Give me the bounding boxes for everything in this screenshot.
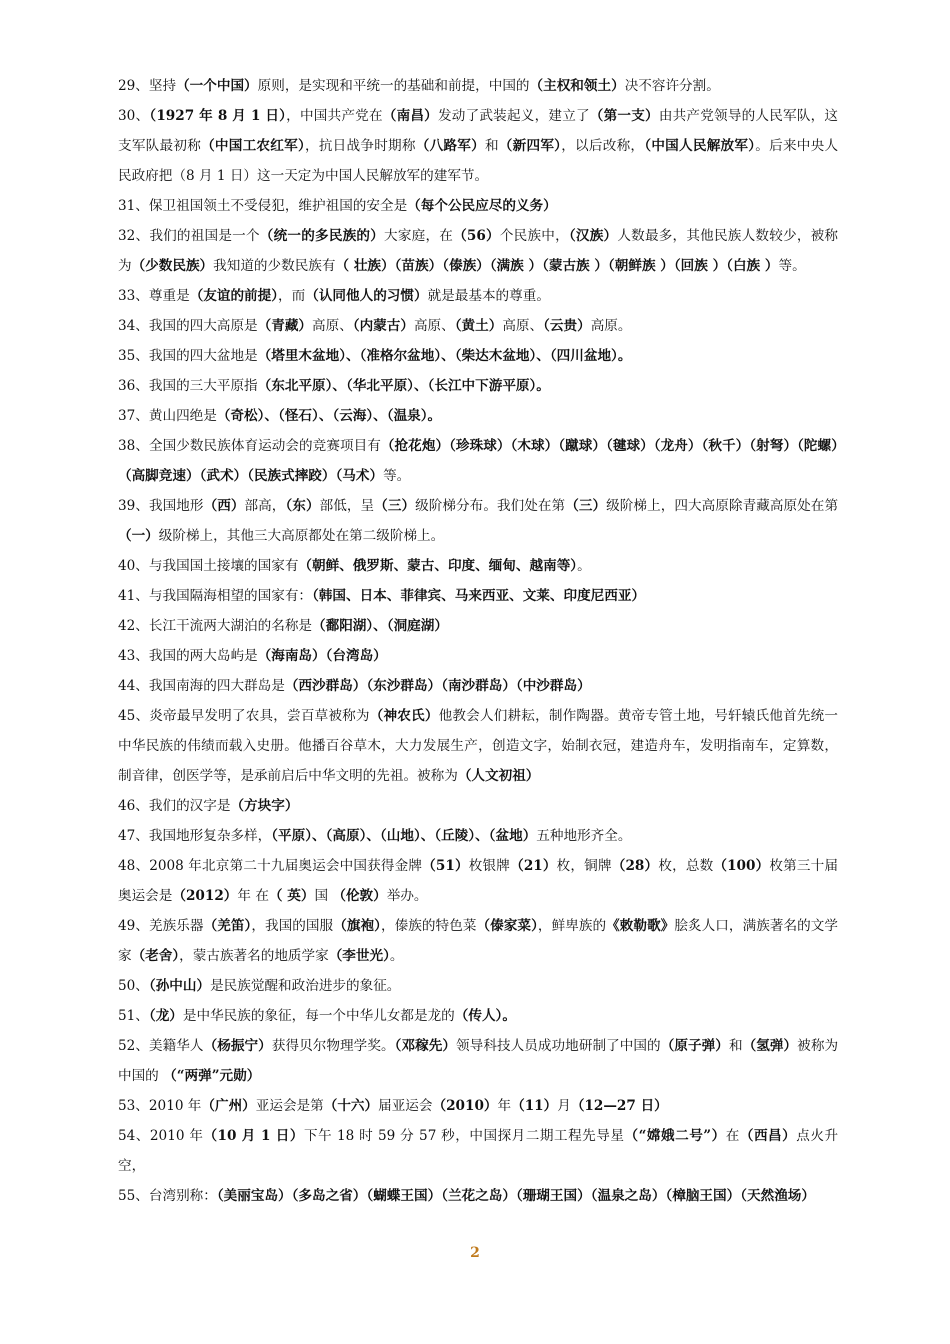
question-text: 发动了武装起义，建立了 xyxy=(437,108,590,124)
question-text: 37、黄山四绝是 xyxy=(118,408,217,424)
answer-text: （氢弹） xyxy=(742,1038,798,1054)
question-text: 高原、 xyxy=(413,318,455,334)
answer-text: （传人）。 xyxy=(454,1008,516,1024)
question-text: 高原、 xyxy=(502,318,544,334)
question-item xyxy=(118,401,838,431)
question-item xyxy=(118,71,838,101)
answer-text: （1927 年 8 月 1 日） xyxy=(149,108,287,124)
question-text: 由共产党领导的人民军队，这支军队最初称 xyxy=(118,108,839,154)
answer-text: （南昌） xyxy=(382,108,438,124)
question-text: 人数最多，其他民族人数较少，被称为 xyxy=(118,228,839,274)
question-item xyxy=(118,851,838,911)
question-text: 和 xyxy=(484,138,499,154)
answer-text: （云贵） xyxy=(543,318,591,334)
question-text: 脍炙人口，满族著名的文学家 xyxy=(118,918,839,964)
question-list xyxy=(118,71,838,1211)
answer-text: （“嫦娥二号”） xyxy=(624,1128,726,1144)
answer-text: （12—27 日） xyxy=(570,1098,668,1114)
answer-text: （羌笛） xyxy=(203,918,252,934)
answer-text: （每个公民应尽的义务） xyxy=(407,198,557,214)
answer-text: （方块字） xyxy=(230,798,299,814)
question-text: 就是最基本的尊重。 xyxy=(427,288,550,304)
question-text: 获得贝尔物理学奖。 xyxy=(271,1038,395,1054)
question-text: ，蒙古族著名的地质学家 xyxy=(179,948,329,964)
question-text: 33、尊重是 xyxy=(118,288,190,304)
question-item xyxy=(118,701,838,791)
question-item xyxy=(118,101,838,191)
question-text: ，以后改称， xyxy=(561,138,645,154)
question-text: 46、我们的汉字是 xyxy=(118,798,231,814)
question-text: 大家庭，在 xyxy=(384,228,454,244)
question-text: 下午 18 时 59 分 57 秒，中国探月二期工程先导星 xyxy=(303,1128,625,1144)
question-text: 41、与我国隔海相望的国家有： xyxy=(118,588,313,604)
question-text: 级阶梯分布。我们处在第 xyxy=(415,498,566,514)
answer-text: （汉族） xyxy=(568,228,618,244)
question-text: 枚，铜牌 xyxy=(556,858,612,874)
question-text: 30、 xyxy=(118,108,150,124)
answer-text: （2010） xyxy=(432,1098,498,1114)
question-text: 枚，总数 xyxy=(658,858,714,874)
question-text: 。后来中央人民政府把（8 月 1 日）这一天定为中国人民解放军的建军节。 xyxy=(118,138,839,184)
question-text: 38、全国少数民族体育运动会的竞赛项目有 xyxy=(118,438,381,454)
question-text: 级阶梯上，其他三大高原都处在第二级阶梯上。 xyxy=(158,528,445,544)
question-text: 35、我国的四大盆地是 xyxy=(118,348,258,364)
question-item xyxy=(118,971,838,1001)
answer-text: （28） xyxy=(611,858,659,874)
answer-text: （ 壮族）（苗族）（傣族）（满族 ）（蒙古族 ）（朝鲜族 ）（回族 ）（白族 ） xyxy=(335,258,779,274)
question-text: 51、 xyxy=(118,1008,149,1024)
question-text: 52、美籍华人 xyxy=(118,1038,204,1054)
answer-text: （杨振宁） xyxy=(203,1038,272,1054)
answer-text: （韩国、日本、菲律宾、马来西亚、文莱、印度尼西亚） xyxy=(312,588,646,604)
question-item xyxy=(118,1001,838,1031)
question-text: 等。 xyxy=(383,468,411,484)
answer-text: （邓稼先） xyxy=(394,1038,457,1054)
question-text: 枚银牌 xyxy=(468,858,511,874)
answer-text: 《敕勒歌》 xyxy=(606,918,675,934)
question-text: 高原、 xyxy=(312,318,353,334)
question-text: 部低，呈 xyxy=(319,498,375,514)
question-item xyxy=(118,791,838,821)
answer-text: （新四军） xyxy=(498,138,562,154)
answer-text: （10 月 1 日） xyxy=(203,1128,304,1144)
question-text: 亚运会是第 xyxy=(255,1098,324,1114)
question-text: 五种地形齐全。 xyxy=(536,828,632,844)
answer-text: （广州） xyxy=(201,1098,256,1114)
question-item xyxy=(118,821,838,851)
answer-text: （美丽宝岛）（多岛之省）（蝴蝶王国）（兰花之岛）（珊瑚王国）（温泉之岛）（樟脑王国）（天然渔场） xyxy=(216,1188,815,1204)
question-text: 他教会人们耕耘，制作陶器。黄帝专管土地，号轩辕氏他首先统一中华民族的伟绩而载入史册。他播百谷草木，大力发展生产，创造文字，始制衣冠，建造舟车，发明指南车，定算数，制音律，创医学等，是承前启后中华文明的先祖。被称为 xyxy=(118,708,839,784)
answer-text: （西沙群岛）（东沙群岛）（南沙群岛）（中沙群岛） xyxy=(284,678,591,694)
answer-text: （平原）、（高原）、（山地）、（丘陵）、（盆地） xyxy=(271,828,537,844)
question-item xyxy=(118,341,838,371)
question-text: 级阶梯上，四大高原除青藏高原处在第 xyxy=(606,498,839,514)
answer-text: （51） xyxy=(422,858,469,874)
question-text: 枚第三十届奥运会是 xyxy=(118,858,839,904)
answer-text: （伦敦） xyxy=(332,888,387,904)
answer-text: （21） xyxy=(510,858,557,874)
answer-text: （八路军） xyxy=(415,138,485,154)
question-text: 40、与我国国土接壤的国家有 xyxy=(118,558,299,574)
question-text: 53、2010 年 xyxy=(118,1098,202,1114)
question-text: 36、我国的三大平原指 xyxy=(118,378,258,394)
question-text: 月 xyxy=(557,1098,571,1114)
question-text: ，傣族的特色菜 xyxy=(380,918,477,934)
question-item xyxy=(118,581,838,611)
question-item xyxy=(118,1121,838,1181)
question-text: 部高， xyxy=(244,498,286,514)
question-text: 32、我们的祖国是一个 xyxy=(118,228,260,244)
answer-text: （认同他人的习惯） xyxy=(305,288,428,304)
answer-text: （少数民族） xyxy=(131,258,214,274)
question-text: 在 xyxy=(725,1128,740,1144)
question-item xyxy=(118,371,838,401)
question-text: 42、长江干流两大湖泊的名称是 xyxy=(118,618,313,634)
question-text: 等。 xyxy=(778,258,806,274)
question-item xyxy=(118,491,838,551)
question-text: 决不容许分割。 xyxy=(624,78,720,94)
question-item xyxy=(118,611,838,641)
answer-text: （主权和领土） xyxy=(529,78,625,94)
question-text: 49、羌族乐器 xyxy=(118,918,204,934)
answer-text: （友谊的前提） xyxy=(189,288,279,304)
question-text: ，而 xyxy=(278,288,306,304)
answer-text: （100） xyxy=(713,858,770,874)
answer-text: （老舍） xyxy=(131,948,180,964)
question-text: 。 xyxy=(577,558,591,574)
question-item xyxy=(118,671,838,701)
question-text: 29、坚持 xyxy=(118,78,177,94)
question-text: 被称为中国的 xyxy=(118,1038,839,1084)
question-item xyxy=(118,1031,838,1091)
answer-text: （鄱阳湖）、（洞庭湖） xyxy=(312,618,448,634)
answer-text: （2012） xyxy=(172,888,238,904)
question-text: ，中国共产党在 xyxy=(286,108,383,124)
answer-text: （ 英） xyxy=(268,888,315,904)
answer-text: （东） xyxy=(285,498,320,514)
question-text: 是民族觉醒和政治进步的象征。 xyxy=(210,978,401,994)
question-text: 50、 xyxy=(118,978,149,994)
answer-text: （海南岛）（台湾岛） xyxy=(257,648,387,664)
question-text: 47、我国地形复杂多样， xyxy=(118,828,272,844)
answer-text: （龙） xyxy=(148,1008,183,1024)
answer-text: （西昌） xyxy=(739,1128,797,1144)
answer-text: （56） xyxy=(453,228,500,244)
question-text: 点火升空， xyxy=(118,1128,839,1174)
answer-text: （人文初祖） xyxy=(457,768,540,784)
question-item xyxy=(118,1091,838,1121)
answer-text: （抢花炮）（珍珠球）（木球）（蹴球）（毽球）（龙舟）（秋千）（射弩）（陀螺）（高脚竞速）（武术）（民族式摔跤）（马术） xyxy=(118,438,838,484)
question-item xyxy=(118,911,838,971)
question-text: 年 xyxy=(497,1098,512,1114)
question-text: ，抗日战争时期称 xyxy=(305,138,416,154)
question-text: 举办。 xyxy=(386,888,428,904)
answer-text: （统一的多民族的） xyxy=(259,228,385,244)
question-text: 个民族中， xyxy=(499,228,569,244)
question-text: 原则，是实现和平统一的基础和前提，中国的 xyxy=(257,78,530,94)
answer-text: （东北平原）、（华北平原）、（长江中下游平原）。 xyxy=(257,378,550,394)
answer-text: （第一支） xyxy=(589,108,659,124)
question-text: ，我国的国服 xyxy=(251,918,334,934)
answer-text: （中国工农红军） xyxy=(201,138,305,154)
question-text: 领导科技人员成功地研制了中国的 xyxy=(456,1038,661,1054)
question-text: 48、2008 年北京第二十九届奥运会中国获得金牌 xyxy=(118,858,423,874)
answer-text: （傣家菜） xyxy=(476,918,538,934)
answer-text: （旗袍） xyxy=(333,918,381,934)
answer-text: （原子弹） xyxy=(660,1038,729,1054)
answer-text: （李世光） xyxy=(328,948,390,964)
question-text: 34、我国的四大高原是 xyxy=(118,318,258,334)
question-item xyxy=(118,191,838,221)
question-text: 43、我国的两大岛屿是 xyxy=(118,648,258,664)
answer-text: （十六） xyxy=(323,1098,379,1114)
question-text: 31、保卫祖国领土不受侵犯，维护祖国的安全是 xyxy=(118,198,408,214)
answer-text: （西） xyxy=(203,498,245,514)
question-text: 55、台湾别称： xyxy=(118,1188,217,1204)
question-text: 国 xyxy=(314,888,333,904)
question-text: 届亚运会 xyxy=(378,1098,433,1114)
question-text: 是中华民族的象征，每一个中华儿女都是龙的 xyxy=(182,1008,455,1024)
answer-text: （一） xyxy=(118,528,159,544)
answer-text: （三） xyxy=(565,498,607,514)
answer-text: （三） xyxy=(374,498,416,514)
question-text: 和 xyxy=(728,1038,743,1054)
answer-text: （黄土） xyxy=(454,318,503,334)
question-item xyxy=(118,281,838,311)
question-item xyxy=(118,221,838,281)
question-text: 我知道的少数民族有 xyxy=(213,258,336,274)
question-item xyxy=(118,551,838,581)
answer-text: （塔里木盆地）、（准格尔盆地）、（柴达木盆地）、（四川盆地）。 xyxy=(257,348,632,364)
question-text: 45、炎帝最早发明了农具，尝百草被称为 xyxy=(118,708,370,724)
question-text: ，鲜卑族的 xyxy=(537,918,607,934)
question-item xyxy=(118,431,838,491)
question-text: 年 在 xyxy=(237,888,269,904)
question-item xyxy=(118,311,838,341)
question-text: 54、2010 年 xyxy=(118,1128,204,1144)
answer-text: （神农氏） xyxy=(369,708,439,724)
page-number: 2 xyxy=(470,1245,480,1261)
answer-text: （一个中国） xyxy=(176,78,258,94)
question-text: 高原。 xyxy=(590,318,632,334)
question-text: 。 xyxy=(389,948,404,964)
answer-text: （内蒙古） xyxy=(352,318,414,334)
answer-text: （孙中山） xyxy=(148,978,211,994)
answer-text: （奇松）、（怪石）、（云海）、（温泉）。 xyxy=(216,408,442,424)
question-item xyxy=(118,641,838,671)
answer-text: （11） xyxy=(511,1098,558,1114)
question-item xyxy=(118,1181,838,1211)
question-text: 44、我国南海的四大群岛是 xyxy=(118,678,285,694)
answer-text: （朝鲜、俄罗斯、蒙古、印度、缅甸、越南等） xyxy=(298,558,578,574)
question-text: 39、我国地形 xyxy=(118,498,204,514)
answer-text: （中国人民解放军） xyxy=(644,138,756,154)
answer-text: （“两弹”元勋） xyxy=(163,1068,261,1084)
answer-text: （青藏） xyxy=(257,318,313,334)
